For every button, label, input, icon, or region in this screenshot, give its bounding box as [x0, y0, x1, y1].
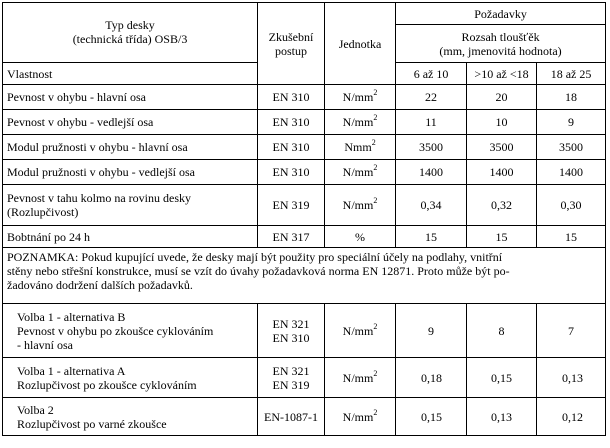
table-row: [3, 85, 606, 110]
value-range3: 18: [537, 85, 606, 110]
value-range1: 22: [396, 85, 467, 110]
test-method: EN 310: [258, 135, 325, 160]
option-label: Volba 2 Rozlupčivost po varné zkoušce: [3, 398, 258, 436]
header-range-line1: Rozsah tloušťěk: [461, 29, 540, 44]
value-range1: 0,34: [396, 185, 467, 226]
header-range3: 18 až 25: [537, 63, 606, 85]
option-test-method: EN-1087-1: [258, 398, 325, 436]
header-test-line1: Zkušební: [268, 29, 314, 44]
option-value-range3: 7: [537, 304, 606, 358]
property-label: Pevnost v tahu kolmo na rovinu desky (Rozlupčivost): [3, 185, 258, 226]
value-range2: 1400: [467, 160, 537, 185]
option-label: Volba 1 - alternativa A Rozlupčivost po zkoušce cyklováním: [3, 358, 258, 398]
option-value-range2: 8: [467, 304, 537, 358]
table-row: [3, 185, 606, 226]
property-label: Bobtnání po 24 h: [3, 226, 258, 248]
value-range1: 3500: [396, 135, 467, 160]
option-test-method: EN 321 EN 319: [258, 358, 325, 398]
unit: $N/mm^2$: [325, 185, 396, 226]
unit: $N/mm^2$: [325, 110, 396, 135]
value-range2: 10: [467, 110, 537, 135]
value-range3: 3500: [537, 135, 606, 160]
header-type-cell: [3, 3, 258, 63]
header-range2: >10 až <18: [467, 63, 537, 85]
header-property: Vlastnost: [7, 66, 53, 81]
value-range3: 15: [537, 226, 606, 248]
value-range2: 3500: [467, 135, 537, 160]
property-label: Pevnost v ohybu - hlavní osa: [3, 85, 258, 110]
value-range2: 0,32: [467, 185, 537, 226]
value-range2: 20: [467, 85, 537, 110]
osb-requirements-table: [2, 2, 606, 436]
value-range2: 15: [467, 226, 537, 248]
option-value-range1: 0,18: [396, 358, 467, 398]
test-method: EN 310: [258, 85, 325, 110]
table-row: [3, 160, 606, 185]
note-line3: žadováno dodržení dalších požadavků.: [7, 278, 193, 292]
test-method: EN 317: [258, 226, 325, 248]
value-range1: 15: [396, 226, 467, 248]
header-type-line2: (technická třída) OSB/3: [72, 32, 188, 46]
option-row: [3, 398, 606, 436]
option-value-range1: 9: [396, 304, 467, 358]
value-range3: 0,30: [537, 185, 606, 226]
option-unit: $N/mm^2$: [325, 304, 396, 358]
table-row: [3, 135, 606, 160]
test-method: EN 310: [258, 160, 325, 185]
option-unit: $N/mm^2$: [325, 358, 396, 398]
note-row: [3, 248, 606, 304]
option-value-range1: 0,15: [396, 398, 467, 436]
value-range3: 1400: [537, 160, 606, 185]
header-unit-cell: [325, 3, 396, 85]
header-test-cell: [258, 3, 325, 85]
property-label: Modul pružnosti v ohybu - hlavní osa: [3, 135, 258, 160]
header-test-line2: postup: [275, 43, 308, 58]
unit: $N/mm^2$: [325, 160, 396, 185]
value-range3: 9: [537, 110, 606, 135]
option-label: Volba 1 - alternativa B Pevnost v ohybu po zkoušce cyklováním - hlavní osa: [3, 304, 258, 358]
option-value-range2: 0,13: [467, 398, 537, 436]
option-unit: $N/mm^2$: [325, 398, 396, 436]
option-test-method: EN 321 EN 310: [258, 304, 325, 358]
value-range1: 11: [396, 110, 467, 135]
note-line1: POZNAMKA: Pokud kupující uvede, že desky mají být použity pro speciální účely na podlahy, vnitřní: [7, 250, 503, 264]
option-value-range3: 0,12: [537, 398, 606, 436]
option-value-range3: 0,13: [537, 358, 606, 398]
table-row: [3, 226, 606, 248]
header-type-line1: Typ desky: [105, 18, 155, 32]
property-label: Modul pružnosti v ohybu - vedlejší osa: [3, 160, 258, 185]
unit: Nmm$^2$: [325, 135, 396, 160]
unit: $N/mm^2$: [325, 85, 396, 110]
header-property-cell: [3, 63, 258, 85]
value-range1: 1400: [396, 160, 467, 185]
property-label: Pevnost v ohybu - vedlejší osa: [3, 110, 258, 135]
note-line2: stěny nebo střešní konstrukce, musí se vzít do úvahy požadavková norma EN 12871. Proto může být po-: [7, 264, 510, 278]
header-requirements: Požadavky: [474, 6, 527, 21]
note-cell: [3, 248, 606, 304]
header-requirements-cell: [396, 3, 606, 25]
table-row: [3, 110, 606, 135]
test-method: EN 319: [258, 185, 325, 226]
option-row: [3, 358, 606, 398]
header-unit: Jednotka: [338, 36, 382, 51]
test-method: EN 310: [258, 110, 325, 135]
option-row: [3, 304, 606, 358]
header-range-line2: (mm, jmenovitá hodnota): [439, 43, 562, 58]
header-range-cell: [396, 25, 606, 63]
header-range1: 6 až 10: [396, 63, 467, 85]
unit: %: [325, 226, 396, 248]
option-value-range2: 0,15: [467, 358, 537, 398]
